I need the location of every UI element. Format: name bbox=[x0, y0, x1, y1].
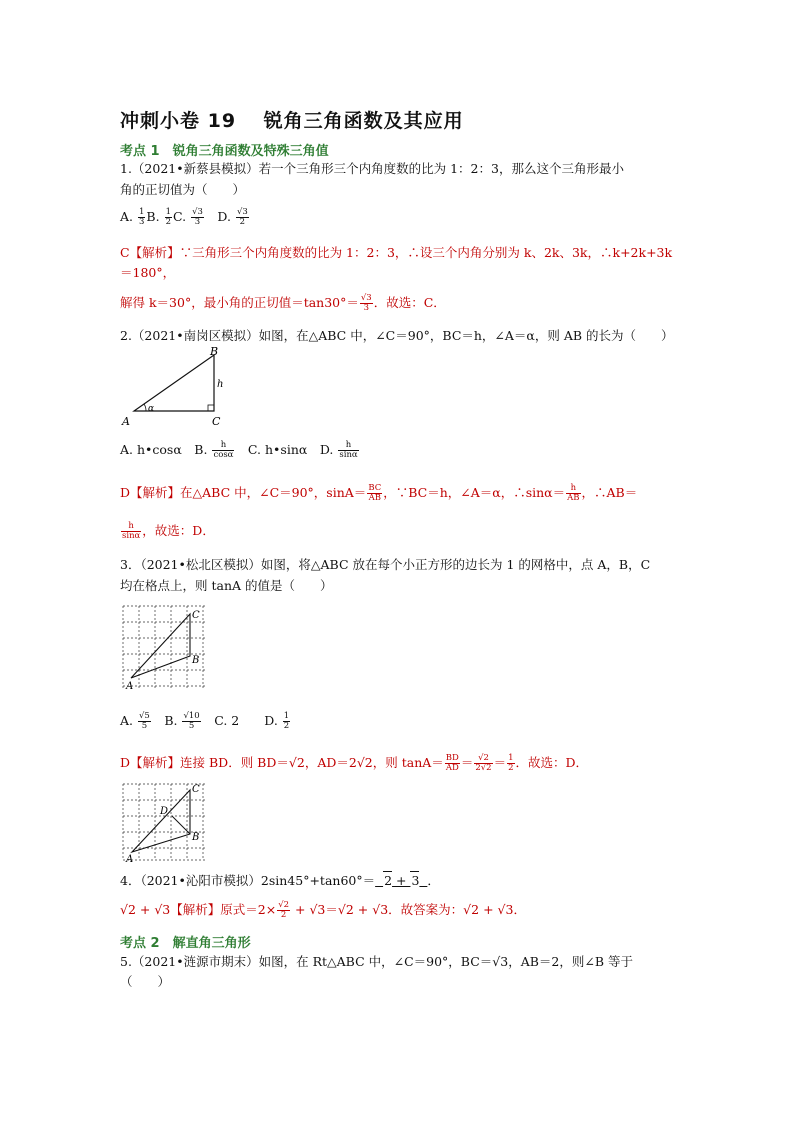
q1-stem-line1: 1.（2021•新蔡县模拟）若一个三角形三个内角度数的比为 1：2：3，那么这个三角形最小 bbox=[120, 161, 624, 176]
q3-answer-line1: D【解析】连接 BD．则 BD＝√2，AD＝2√2，则 tanA＝ $\frac{BD}{AD}$ ＝ $\frac{√2}{2√2}$ ＝ $\frac{1}{2}$ ．故选：D． bbox=[120, 753, 589, 773]
q2-stem: 2.（2021•南岗区模拟）如图，在△ABC 中，∠C＝90°，BC＝h，∠A＝α，则 AB 的长为（ ） bbox=[120, 328, 674, 343]
q3-label-C: C bbox=[192, 610, 200, 621]
q2-label-alpha: α bbox=[148, 404, 155, 414]
q2-answer-line1: D【解析】在△ABC 中，∠C＝90°，sinA＝ $\frac{BC}{AB}$ ，∵BC＝h，∠A＝α，∴sinα＝ $\frac{h}{AB}$ ，∴AB＝ bbox=[120, 483, 638, 503]
q5-stem-line2: （ ） bbox=[120, 974, 171, 989]
q3-stem-line2: 均在格点上，则 tanA 的值是（ ） bbox=[120, 578, 333, 593]
q3-label-B: B bbox=[192, 655, 200, 666]
q3-answer-label-A: A bbox=[126, 854, 134, 865]
q1-options: A. $\frac{1}{3}$ B. $\frac{1}{2}$ C. $\frac{√3}{3}$ D. $\frac{√3}{2}$ bbox=[120, 207, 248, 227]
q3-stem-line1: 3．（2021•松北区模拟）如图，将△ABC 放在每个小正方形的边长为 1 的网格中，点 A，B，C bbox=[120, 557, 651, 572]
q1-answer-line2: ＝180°， bbox=[120, 265, 176, 280]
q2-label-h: h bbox=[217, 379, 224, 390]
q2-label-A: A bbox=[122, 415, 130, 428]
section-heading-1: 考点 1 锐角三角函数及特殊三角值 bbox=[120, 144, 329, 159]
q4-answer: √2 + √3【解析】原式＝2× $\frac{√2}{2}$ + √3＝√2 + √3．故答案为：√2 + √3． bbox=[120, 900, 526, 920]
q1-answer-line3: 解得 k＝30°，最小角的正切值＝tan30°＝ $\frac{√3}{3}$ ．故选：C． bbox=[120, 293, 446, 313]
q4-stem: 4．（2021•沁阳市模拟）2sin45°+tan60°＝ 2 + 3 ． bbox=[120, 873, 440, 888]
q2-answer-line2: $\frac{h}{\sin\alpha}$ ，故选：D． bbox=[122, 521, 215, 541]
q3-answer-label-B: B bbox=[192, 832, 200, 843]
q3-label-A: A bbox=[126, 681, 134, 692]
q2-label-B: B bbox=[210, 345, 219, 358]
q5-stem-line1: 5.（2021•涟源市期末）如图，在 Rt△ABC 中，∠C＝90°，BC＝√3，AB＝2，则∠B 等于 bbox=[120, 954, 634, 969]
q2-triangle-figure bbox=[118, 345, 228, 429]
q3-grid-figure bbox=[120, 604, 212, 694]
q1-stem-line2: 角的正切值为（ ） bbox=[120, 182, 246, 197]
q2-label-C: C bbox=[212, 415, 221, 428]
q3-answer-label-D: D bbox=[160, 806, 169, 817]
page-title: 冲刺小卷 19 锐角三角函数及其应用 bbox=[120, 110, 464, 132]
q2-options: A. h•cosα B. $\frac{h}{\cos\alpha}$ C. h•sinα D. $\frac{h}{\sin\alpha}$ bbox=[120, 440, 358, 460]
q3-options: A. $\frac{√5}{5}$ B. $\frac{√10}{5}$ C. 2 D. $\frac{1}{2}$ bbox=[120, 711, 290, 731]
q3-answer-label-C: C bbox=[192, 784, 200, 795]
q1-answer-line1: C【解析】∵三角形三个内角度数的比为 1：2：3，∴设三个内角分别为 k、2k、3k，∴k+2k+3k bbox=[120, 245, 673, 260]
q3-answer-grid-figure bbox=[120, 780, 212, 866]
section-heading-2: 考点 2 解直角三角形 bbox=[120, 936, 251, 951]
